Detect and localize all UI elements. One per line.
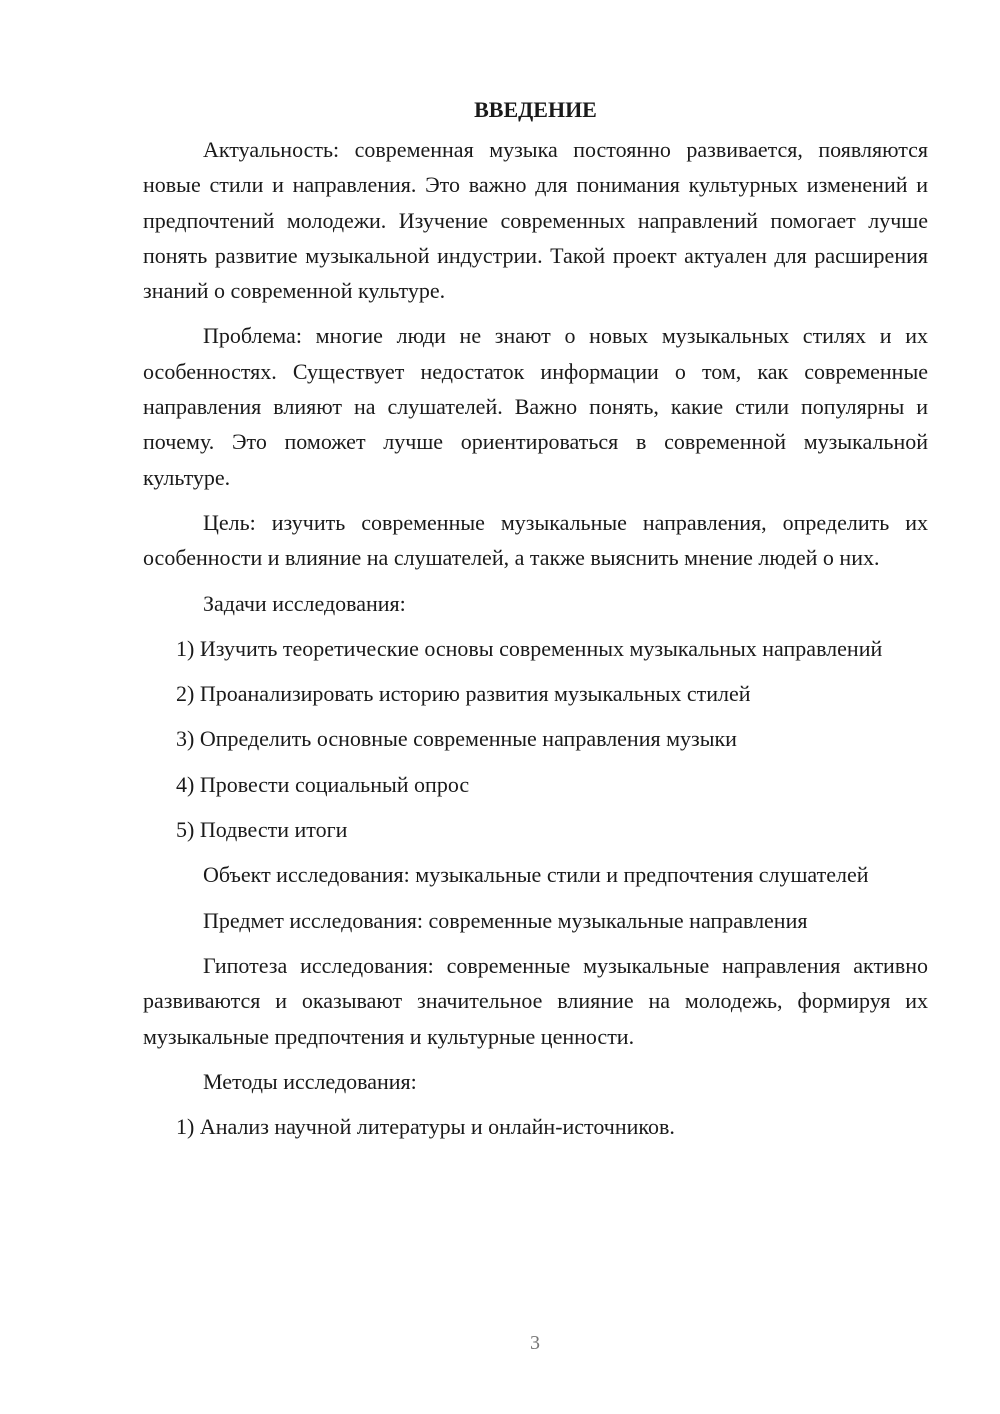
task-item-3: 3) Определить основные современные направления музыки (176, 726, 737, 752)
task-item-1: 1) Изучить теоретические основы современных музыкальных направлений (176, 635, 883, 661)
subject-paragraph: Предмет исследования: современные музыкальные направления (203, 907, 808, 933)
page-title: ВВЕДЕНИЕ (474, 97, 597, 122)
method-item-1: 1) Анализ научной литературы и онлайн-источников. (176, 1114, 675, 1140)
tasks-heading: Задачи исследования: (203, 590, 406, 616)
page-number: 3 (530, 1332, 540, 1354)
relevance-paragraph: Актуальность: современная музыка постоянно развивается, появляются новые стили и направления. Это важно для понимания культурных изменений и предпочтений молодежи. Изучение современных направлений помогает лучше понять развитие музыкальной индустрии. Такой проект актуален для расширения знаний о современной культуре. (143, 137, 928, 304)
object-paragraph: Объект исследования: музыкальные стили и предпочтения слушателей (203, 862, 869, 888)
task-item-2: 2) Проанализировать историю развития музыкальных стилей (176, 681, 751, 707)
methods-heading: Методы исследования: (203, 1068, 417, 1094)
task-item-5: 5) Подвести итоги (176, 817, 348, 843)
document-page (143, 90, 928, 1154)
task-item-4: 4) Провести социальный опрос (176, 771, 470, 797)
goal-paragraph: Цель: изучить современные музыкальные направления, определить их особенности и влияние на слушателей, а также выяснить мнение людей о них. (143, 509, 928, 571)
problem-paragraph: Проблема: многие люди не знают о новых музыкальных стилях и их особенностях. Существует недостаток информации о том, как современные направления влияют на слушателей. Важно понять, какие стили популярны и почему. Это поможет лучше ориентироваться в современной музыкальной культуре. (143, 323, 928, 490)
hypothesis-paragraph: Гипотеза исследования: современные музыкальные направления активно развиваются и оказывают значительное влияние на молодежь, формируя их музыкальные предпочтения и культурные ценности. (143, 952, 928, 1049)
